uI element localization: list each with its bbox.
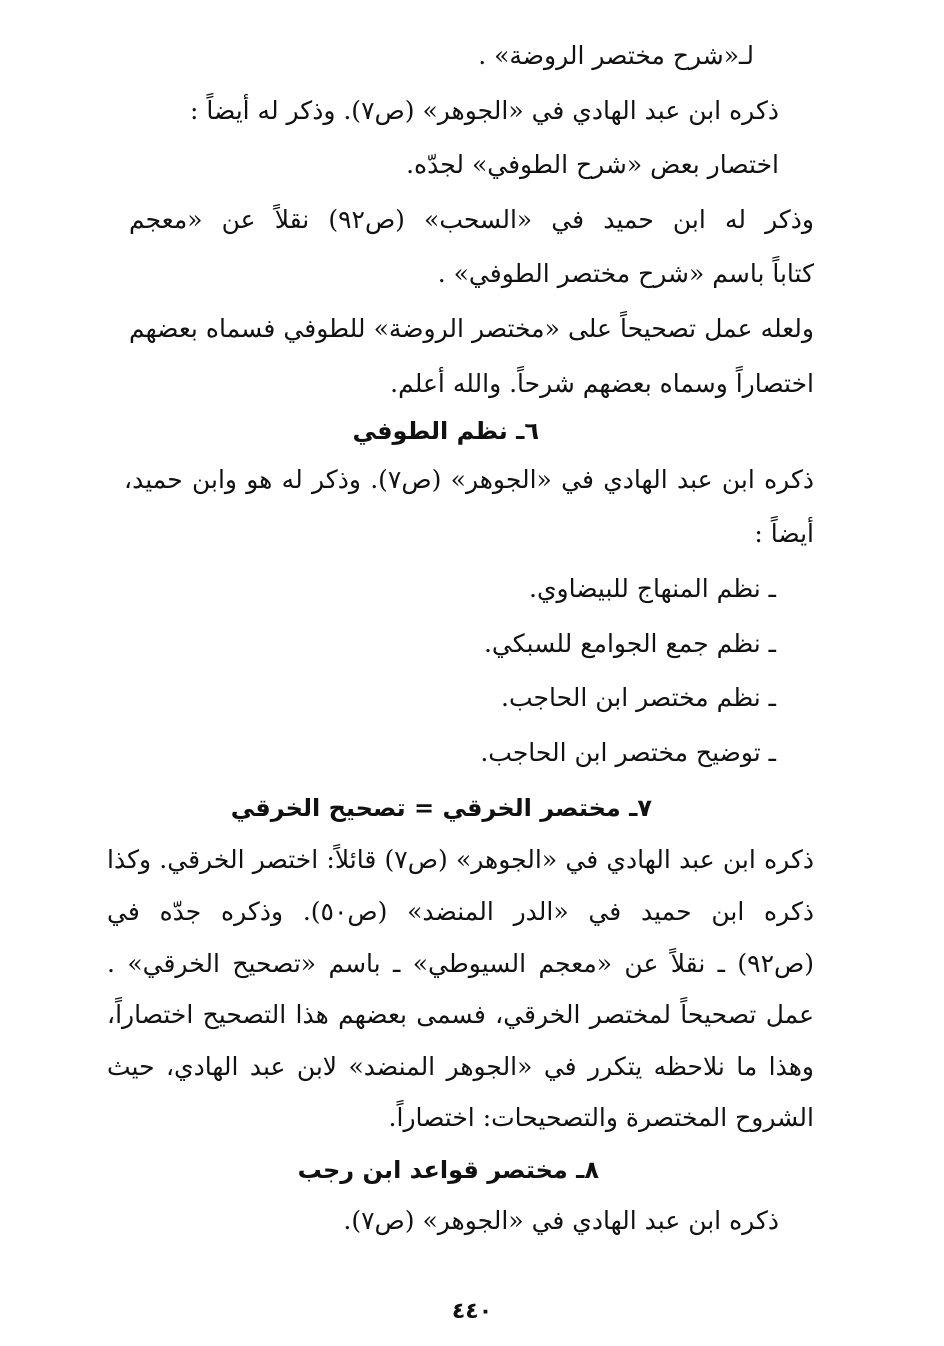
text-line-9: أيضاً :	[754, 519, 814, 548]
text-line-3: اختصار بعض «شرح الطوفي» لجدّه.	[406, 150, 779, 179]
text-line-7: اختصاراً وسماه بعضهم شرحاً. والله أعلم.	[390, 369, 814, 398]
text-line-8: ذكره ابن عبد الهادي في «الجوهر» (ص٧). وذكر له هو وابن حميد،	[124, 465, 814, 494]
text-line-11: ذكره ابن حميد في «الدر المنضد» (ص٥٠). وذكره جدّه في	[107, 897, 814, 926]
text-line-5: كتاباً باسم «شرح مختصر الطوفي» .	[437, 259, 814, 288]
section-heading-6: ٦ـ نظم الطوفي	[352, 417, 539, 445]
text-line-13: عمل تصحيحاً لمختصر الخرقي، فسمى بعضهم هذا التصحيح اختصاراً،	[107, 1000, 814, 1029]
text-line-12: (ص٩٢) ـ نقلاً عن «معجم السيوطي» ـ باسم «تصحيح الخرقي» .	[107, 949, 814, 978]
text-line-10: ذكره ابن عبد الهادي في «الجوهر» (ص٧) قائلاً: اختصر الخرقي. وكذا	[107, 845, 814, 874]
list-item-3: ـ نظم مختصر ابن الحاجب.	[501, 683, 776, 712]
list-item-4: ـ توضيح مختصر ابن الحاجب.	[480, 738, 776, 767]
section-heading-8: ٨ـ مختصر قواعد ابن رجب	[297, 1156, 599, 1184]
text-line-15: الشروح المختصرة والتصحيحات: اختصاراً.	[388, 1103, 814, 1132]
text-line-4: وذكر له ابن حميد في «السحب» (ص٩٢) نقلاً عن «معجم	[129, 205, 814, 234]
section-heading-7: ٧ـ مختصر الخرقي = تصحيح الخرقي	[230, 794, 652, 822]
text-line-14: وهذا ما نلاحظه يتكرر في «الجوهر المنضد» لابن عبد الهادي، حيث	[107, 1052, 814, 1081]
text-line-6: ولعله عمل تصحيحاً على «مختصر الروضة» للطوفي فسماه بعضهم	[129, 314, 814, 343]
list-item-2: ـ نظم جمع الجوامع للسبكي.	[483, 629, 776, 658]
text-line-16: ذكره ابن عبد الهادي في «الجوهر» (ص٧).	[343, 1206, 779, 1235]
page-number: ٤٤٠	[451, 1299, 493, 1324]
text-line-2: ذكره ابن عبد الهادي في «الجوهر» (ص٧). وذكر له أيضاً :	[190, 96, 779, 125]
list-item-1: ـ نظم المنهاج للبيضاوي.	[529, 574, 776, 603]
text-line-1: لـ«شرح مختصر الروضة» .	[478, 41, 754, 70]
